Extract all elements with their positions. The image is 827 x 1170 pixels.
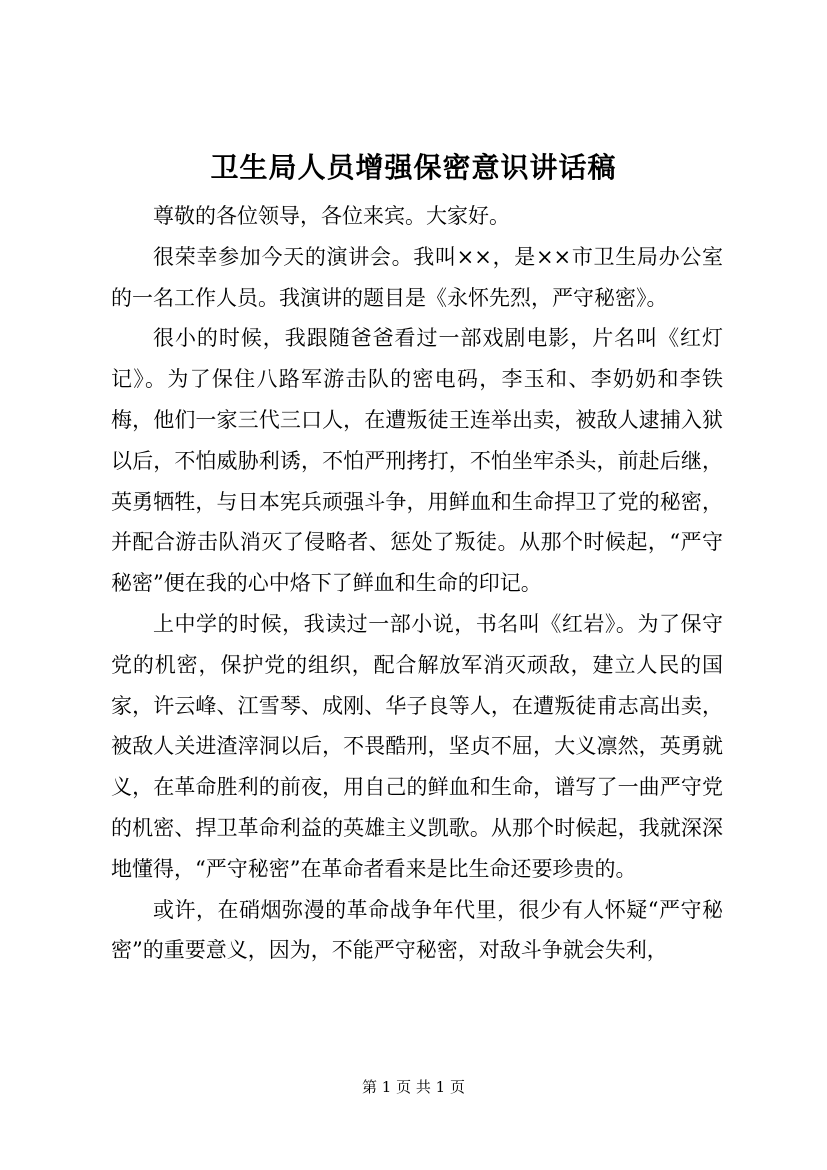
paragraph-greeting: 尊敬的各位领导，各位来宾。大家好。	[153, 204, 510, 228]
page-number-footer: 第 1 页 共 1 页	[362, 1078, 465, 1096]
paragraph-red-crag: 上中学的时候，我读过一部小说，书名叫《红岩》。为了保守党的机密，保护党的组织，配合解放军消灭顽敌，建立人民的国家，许云峰、江雪琴、成刚、华子良等人，在遭叛徒甫志高出卖，被敌人关进渣滓洞以后，不畏酷刑，坚贞不屈，大义凛然，英勇就义，在革命胜利的前夜，用自己的鲜血和生命，谱写了一曲严守党的机密、捍卫革命利益的英雄主义凯歌。从那个时候起，我就深深地懂得，“严守秘密”在革命者看来是比生命还要珍贵的。	[111, 611, 723, 881]
document-body	[111, 196, 723, 971]
paragraph-red-lantern: 很小的时候，我跟随爸爸看过一部戏剧电影，片名叫《红灯记》。为了保住八路军游击队的密电码，李玉和、李奶奶和李铁梅，他们一家三代三口人，在遭叛徒王连举出卖，被敌人逮捕入狱以后，不怕威胁利诱，不怕严刑拷打，不怕坐牢杀头，前赴后继，英勇牺牲，与日本宪兵顽强斗争，用鲜血和生命捍卫了党的秘密，并配合游击队消灭了侵略者、惩处了叛徒。从那个时候起，“严守秘密”便在我的心中烙下了鲜血和生命的印记。	[111, 326, 723, 596]
paragraph-introduction: 很荣幸参加今天的演讲会。我叫××，是××市卫生局办公室的一名工作人员。我演讲的题目是《永怀先烈，严守秘密》。	[111, 244, 723, 310]
paragraph-war-years: 或许，在硝烟弥漫的革命战争年代里，很少有人怀疑“严守秘密”的重要意义，因为，不能严守秘密，对敌斗争就会失利，	[111, 897, 723, 963]
document-title: 卫生局人员增强保密意识讲话稿	[210, 151, 617, 184]
